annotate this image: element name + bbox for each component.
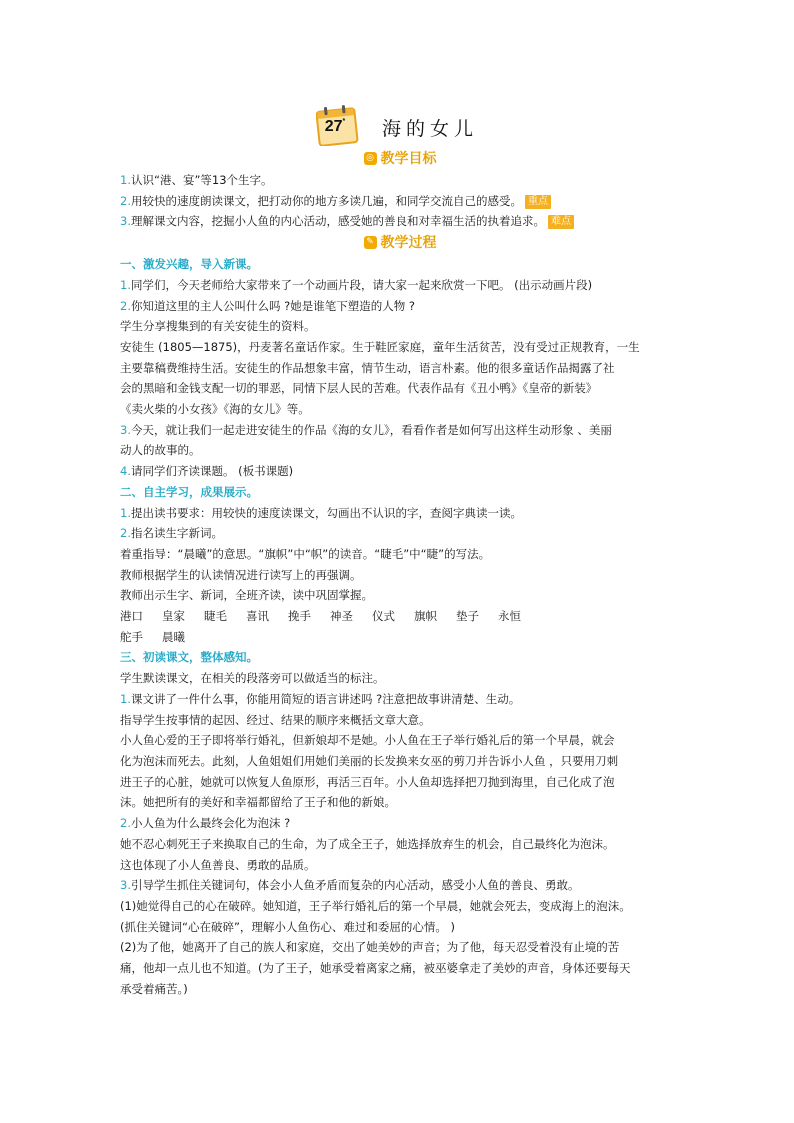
paragraph-line: 进王子的心脏，她就可以恢复人鱼原形，再活三百年。小人鱼却选择把刀抛到海里，自己化成了泡 [120,774,615,789]
list-item [120,503,680,524]
paragraph-line: 动人的故事的。 [120,443,201,458]
section-title: 三、初读课文，整体感知。 [120,650,258,665]
section-title: 二、自主学习，成果展示。 [120,484,258,499]
paragraph-line: 《卖火柴的小女孩》《海的女儿》等。 [120,402,310,417]
paragraph-line: 沫。她把所有的美好和幸福都留给了王子和他的新娘。 [120,795,396,810]
item-text: 引导学生抓住关键词句，体会小人鱼矛盾而复杂的内心活动，感受小人鱼的善良、勇敢。 [130,878,580,893]
paragraph-line: 小人鱼心爱的王子即将举行婚礼，但新娘却不是她。小人鱼在王子举行婚礼后的第一个早晨，就会 [120,733,615,748]
vocab-word: 皇家 [162,609,185,624]
list-item [120,523,680,544]
goal-item [120,191,680,212]
paragraph-line: (1)她觉得自己的心在破碎。她知道，王子举行婚礼后的第一个早晨，她就会死去，变成海上的泡沫。 [120,898,631,913]
list-item [120,420,680,441]
paragraph-line: 承受着痛苦。) [120,981,188,996]
item-text: 同学们，今天老师给大家带来了一个动画片段，请大家一起来欣赏一下吧。 (出示动画片段) [130,277,593,292]
item-text: 请同学们齐读课题。 (板书课题) [130,464,294,479]
paragraph-line: 这也体现了小人鱼善良、勇敢的品质。 [120,857,316,872]
goal-text: 理解课文内容，挖掘小人鱼的内心活动，感受她的善良和对幸福生活的执着追求。 [130,214,545,229]
vocab-word: 垫子 [456,609,479,624]
vocab-word: 仪式 [372,609,395,624]
goals-heading-text: 教学目标 [380,151,437,167]
list-item [120,461,680,482]
lesson-title-row [120,100,680,148]
vocab-word: 舵手 [120,629,143,644]
goal-number: 3. [120,214,131,229]
item-text: 课文讲了一件什么事，你能用简短的语言讲述吗 ?注意把故事讲清楚、生动。 [130,691,521,706]
process-heading-text: 教学过程 [380,235,437,252]
vocab-word: 神圣 [330,609,353,624]
paragraph-line: 学生默读课文，在相关的段落旁可以做适当的标注。 [120,671,385,686]
key-point-badge: 重点 [525,195,551,209]
paragraph-line: 教师根据学生的认读情况进行读写上的再强调。 [120,567,362,582]
item-text: 指名读生字新词。 [130,526,223,541]
item-number: 3. [120,878,131,893]
lesson-number-suffix: * [342,118,346,125]
vocab-row [120,627,680,648]
paragraph-line: 着重指导：“晨曦”的意思。“旗帜”中“帜”的读音。“睫毛”中“睫”的写法。 [120,546,491,561]
list-item [120,875,680,896]
item-number: 2. [120,526,131,541]
item-number: 3. [120,422,131,437]
paragraph-line: 痛，他却一点儿也不知道。(为了王子，她承受着离家之痛，被巫婆拿走了美妙的声音，身体还要每天 [120,961,631,976]
paragraph-line: 教师出示生字、新词，全班齐读，读中巩固掌握。 [120,588,373,603]
item-text: 小人鱼为什么最终会化为泡沫 ? [130,816,291,831]
goal-text: 认识“港、宴”等13个生字。 [130,173,273,187]
goal-text: 用较快的速度朗读课文，把打动你的地方多读几遍，和同学交流自己的感受。 [130,193,522,208]
process-icon: ✎ [364,236,377,249]
paragraph-line: 化为泡沫而死去。此刻，人鱼姐姐们用她们美丽的长发换来女巫的剪刀并告诉小人鱼 ，只要用刀刺 [120,753,619,768]
paragraph-line: (2)为了他，她离开了自己的族人和家庭，交出了她美妙的声音；为了他，每天忍受着没有止境的苦 [120,940,620,955]
list-item [120,689,680,710]
list-item [120,275,680,296]
goal-item [120,211,680,232]
target-icon: ◎ [364,152,377,165]
paragraph-line: 她不忍心刺死王子来换取自己的生命，为了成全王子，她选择放弃生的机会，自己最终化为泡沫。 [120,836,615,851]
paragraph-line: 指导学生按事情的起因、经过、结果的顺序来概括文章大意。 [120,712,431,727]
paragraph-line: 安徒生 (1805—1875)，丹麦著名童话作家。生于鞋匠家庭，童年生活贫苦，没有受过正规教育，一生 [120,339,640,354]
section-title: 一、激发兴趣，导入新课。 [120,257,258,272]
paragraph-line: 会的黑暗和金钱支配一切的罪恶，同情下层人民的苦难。代表作品有《丑小鸭》《皇帝的新装》 [120,381,598,396]
vocab-word: 永恒 [498,609,521,624]
vocab-word: 挽手 [288,609,311,624]
vocab-word: 睫毛 [204,609,227,624]
goal-item [120,170,680,191]
item-text: 今天，就让我们一起走进安徒生的作品《海的女儿》，看看作者是如何写出这样生动形象 、美丽 [130,422,612,437]
goal-number: 2. [120,193,131,208]
vocab-word: 喜讯 [246,609,269,624]
page-title: 海的女儿 [382,118,479,140]
difficulty-badge: 难点 [548,215,574,229]
vocab-row [120,606,680,627]
calendar-icon [316,104,360,146]
item-number: 2. [120,298,131,313]
paragraph-line: 学生分享搜集到的有关安徒生的资料。 [120,319,316,334]
item-text: 提出读书要求：用较快的速度读课文，勾画出不认识的字，查阅字典读一读。 [130,505,522,520]
item-number: 1. [120,505,131,520]
lesson-number: 27 [324,118,343,135]
lesson-page [120,100,680,999]
goals-heading [120,148,680,170]
process-heading [120,232,680,254]
item-number: 2. [120,816,131,831]
item-number: 1. [120,277,131,292]
list-item [120,813,680,834]
vocab-word: 港口 [120,609,143,624]
item-number: 4. [120,464,131,479]
paragraph-line: (抓住关键词“心在破碎”，理解小人鱼伤心、难过和委屈的心情。 ) [120,919,456,934]
paragraph-line: 主要靠稿费维持生活。安徒生的作品想象丰富，情节生动，语言朴素。他的很多童话作品揭露了社 [120,360,615,375]
vocab-word: 晨曦 [162,629,185,644]
list-item [120,296,680,317]
goal-number: 1. [120,173,131,187]
item-number: 1. [120,691,131,706]
vocab-word: 旗帜 [414,609,437,624]
item-text: 你知道这里的主人公叫什么吗 ?她是谁笔下塑造的人物 ? [130,298,416,313]
